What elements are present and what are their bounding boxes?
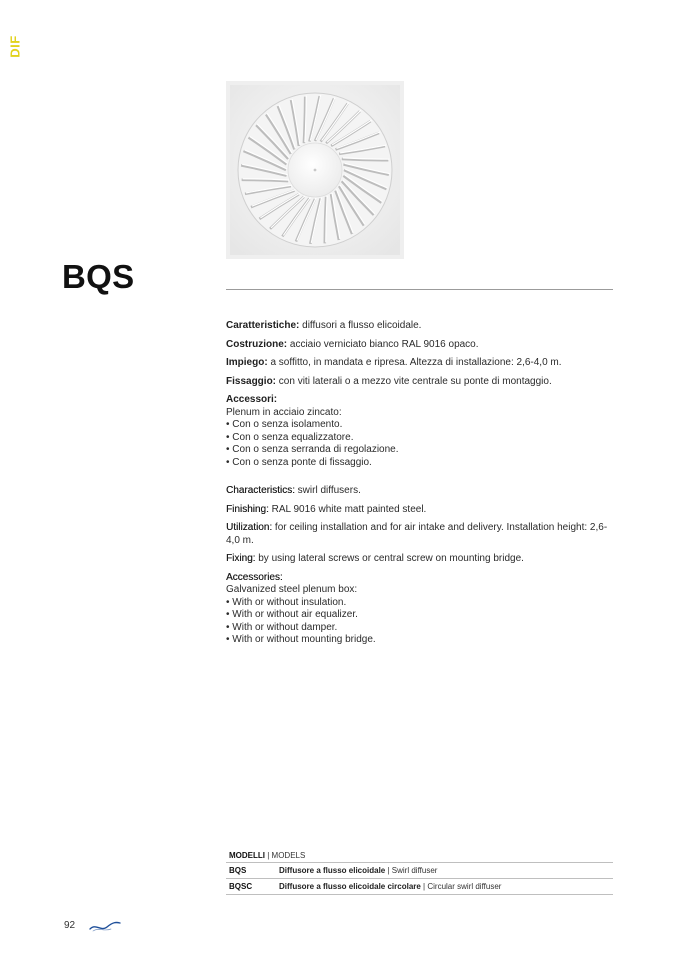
spec-accessories-en: Accessories: Galvanized steel plenum box: • With or without insulation. • With or without air equalizer. • With or without damper. • With or without mounting bridge. [226, 572, 618, 647]
page-number: 92 [64, 920, 76, 931]
section-tag [4, 28, 26, 64]
table-row [226, 863, 613, 879]
model-description: Diffusore a flusso elicoidale circolare | Circular swirl diffuser [279, 882, 502, 891]
product-title: BQS [62, 258, 135, 295]
section-tag-label: DIF [7, 34, 23, 58]
spec-finishing-en: Finishing: RAL 9016 white matt painted steel. [226, 503, 427, 515]
spec-accessories: Accessori: Plenum in acciaio zincato: • Con o senza isolamento. • Con o senza equalizzatore. • Con o senza serranda di regolazione. • Con o senza ponte di fissaggio. [226, 394, 618, 469]
list-item: • Con o senza serranda di regolazione. [226, 444, 618, 457]
list-item: • With or without air equalizer. [226, 609, 618, 622]
spec-characteristics-en: Characteristics: swirl diffusers. [226, 485, 361, 496]
spec-construction: Costruzione: acciaio verniciato bianco RAL 9016 opaco. [226, 338, 479, 350]
models-table [226, 850, 613, 895]
spec-fixing: Fissaggio: con viti laterali o a mezzo vite centrale su ponte di montaggio. [226, 375, 552, 387]
spec-utilization-en: Utilization: for ceiling installation and for air intake and delivery. Installation height: 2,6-4,0 m. [226, 522, 608, 546]
spec-characteristics: Caratteristiche: diffusori a flusso elicoidale. [226, 320, 422, 331]
specs-italian [226, 320, 618, 469]
model-code: BQS [229, 866, 247, 875]
list-item: • Con o senza equalizzatore. [226, 432, 618, 445]
title-divider [226, 289, 613, 290]
accessories-list [226, 419, 618, 469]
spec-use: Impiego: a soffitto, in mandata e ripresa. Altezza di installazione: 2,6-4,0 m. [226, 357, 562, 368]
table-row [226, 879, 613, 895]
list-item: • With or without damper. [226, 622, 618, 635]
model-code: BQSC [229, 882, 253, 891]
models-header: MODELLI | MODELS [226, 850, 613, 863]
specs-english [226, 485, 618, 647]
wave-logo-icon [89, 919, 121, 933]
accessories-list-en [226, 597, 618, 647]
spec-fixing-en: Fixing: by using lateral screws or central screw on mounting bridge. [226, 553, 524, 564]
list-item: • Con o senza isolamento. [226, 419, 618, 432]
product-photo [226, 81, 404, 259]
list-item: • With or without mounting bridge. [226, 634, 618, 647]
list-item: • With or without insulation. [226, 597, 618, 610]
model-description: Diffusore a flusso elicoidale | Swirl diffuser [279, 866, 438, 875]
list-item: • Con o senza ponte di fissaggio. [226, 457, 618, 470]
